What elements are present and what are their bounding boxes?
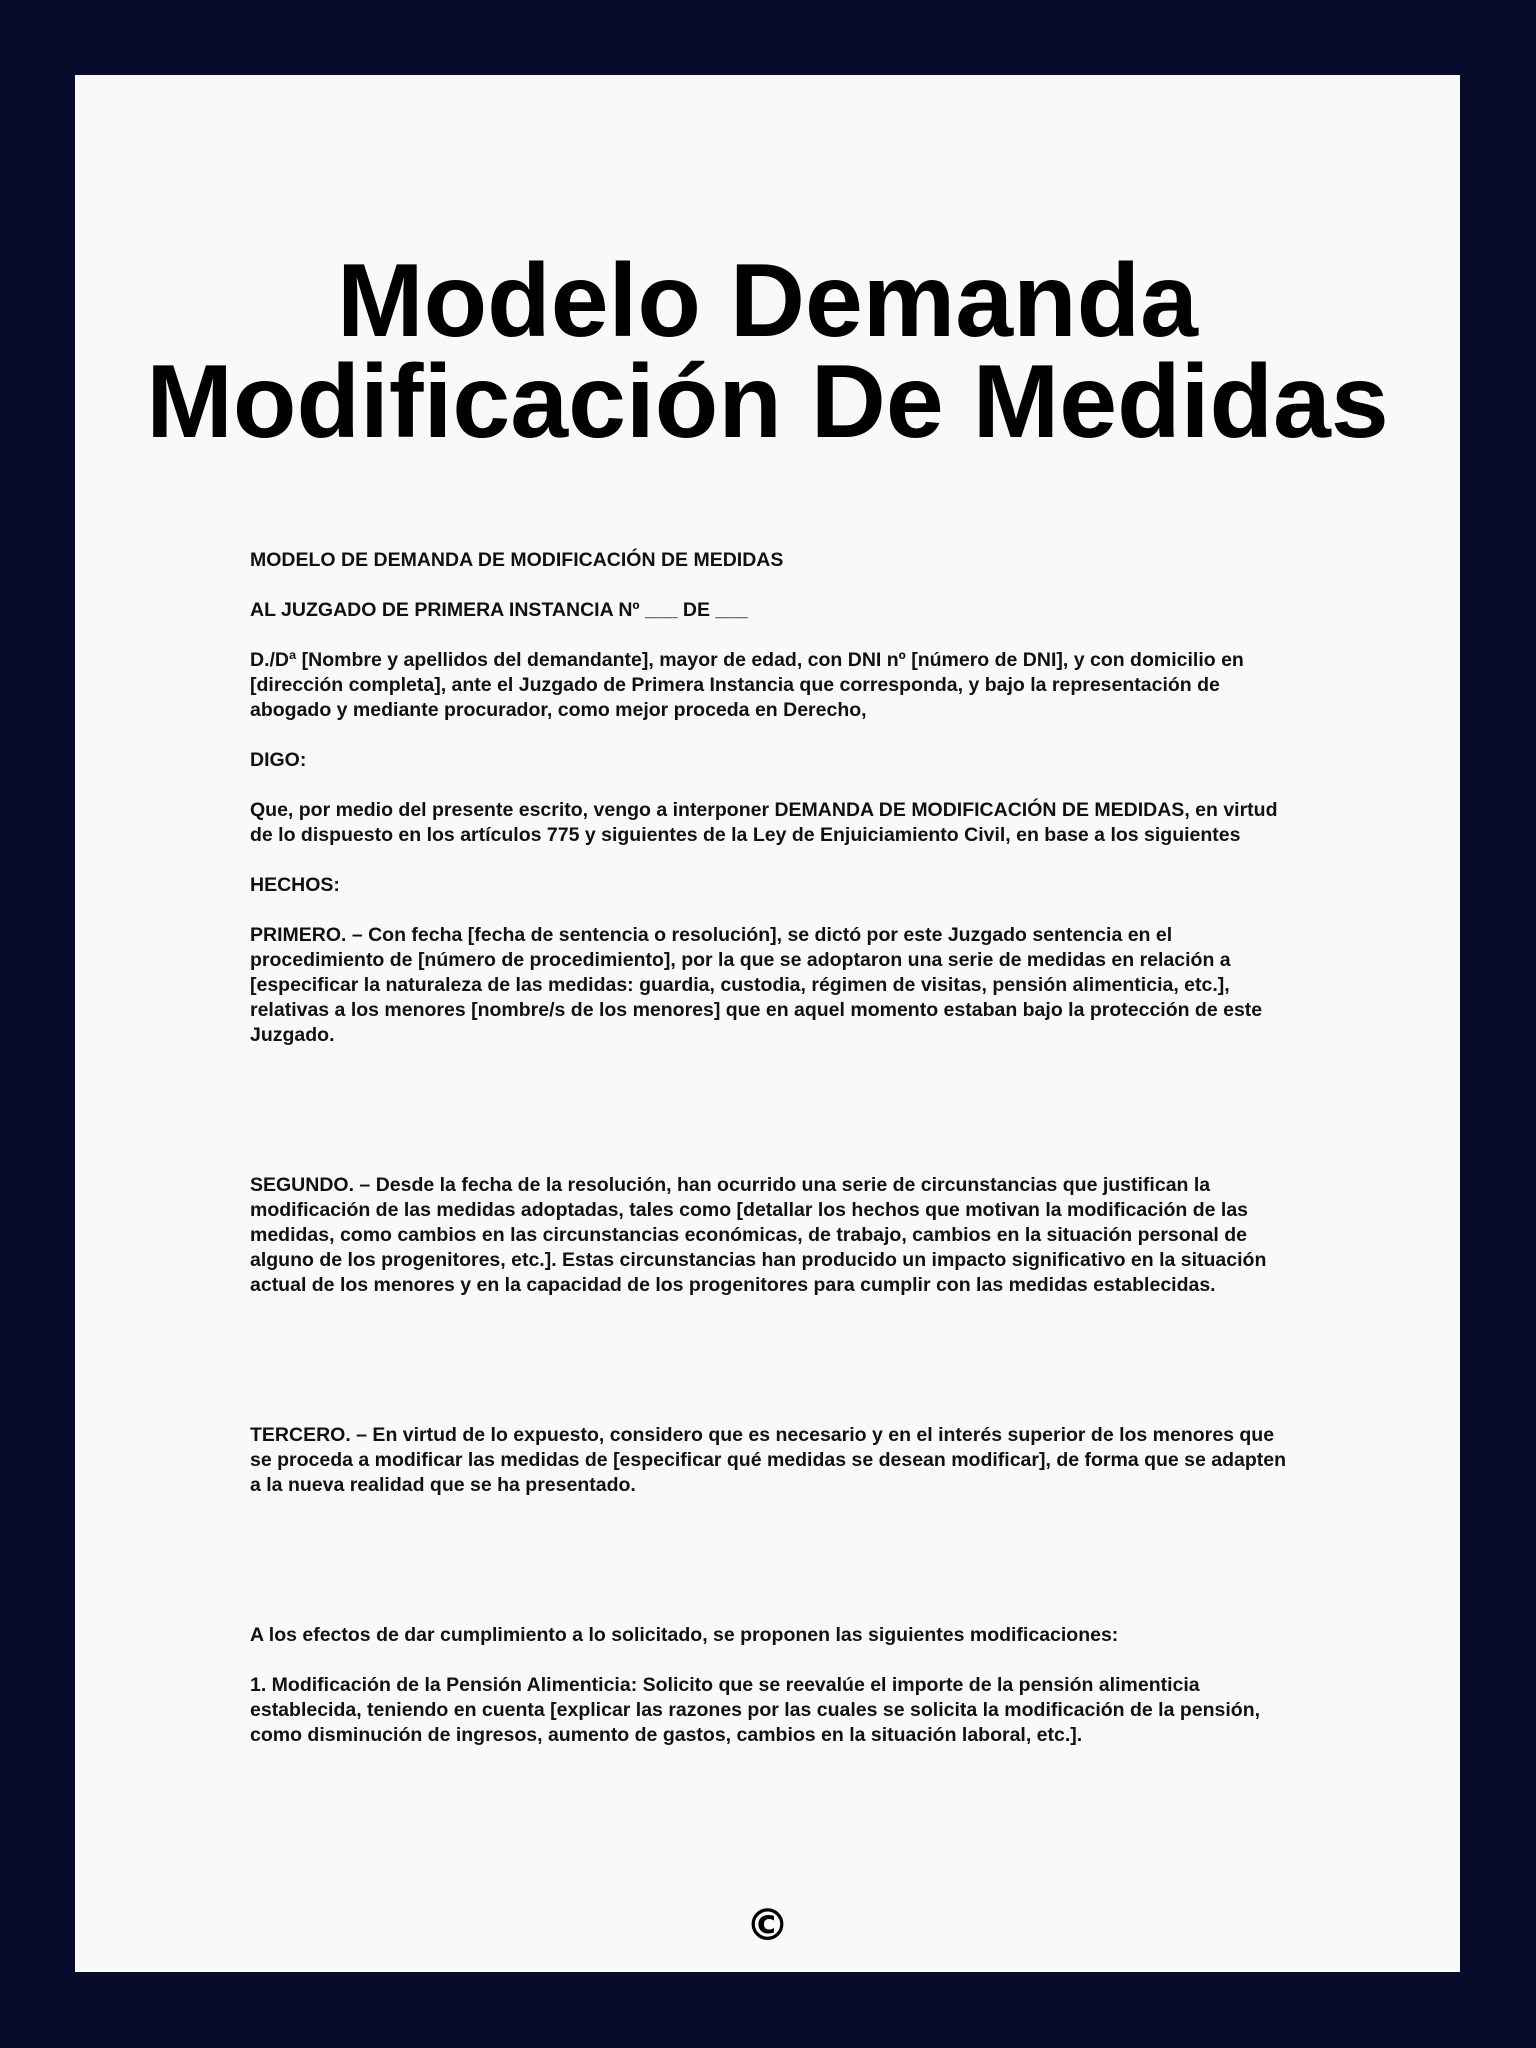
- efectos-paragraph: A los efectos de dar cumplimiento a lo solicitado, se proponen las siguientes modificaciones:: [250, 1624, 1119, 1646]
- document-page: [75, 75, 1460, 1972]
- primero-paragraph: PRIMERO. – Con fecha [fecha de sentencia o resolución], se dictó por este Juzgado sentencia en el procedimiento de [número de procedimiento], por la que se adoptaron una serie de medidas en relación a [especificar la naturaleza de las medidas: guardia, custodia, régimen de visitas, pensión alimenticia, etc.], relativas a los menores [nombre/s de los menores] que en aquel momento estaban bajo la protección de este Juzgado.: [250, 924, 1263, 1046]
- document-body: [250, 548, 1295, 1748]
- tercero-paragraph: TERCERO. – En virtud de lo expuesto, considero que es necesario y en el interés superior de los menores que se proceda a modificar las medidas de [especificar qué medidas se desean modificar], de forma que se adapten a la nueva realidad que se ha presentado.: [250, 1424, 1287, 1496]
- hechos-heading: HECHOS:: [250, 874, 340, 896]
- document-heading: MODELO DE DEMANDA DE MODIFICACIÓN DE MEDIDAS: [250, 549, 784, 571]
- title-line-2: Modificación De Medidas: [146, 344, 1389, 460]
- court-line: AL JUZGADO DE PRIMERA INSTANCIA Nº ___ DE ___: [250, 599, 748, 621]
- que-paragraph: Que, por medio del presente escrito, vengo a interponer DEMANDA DE MODIFICACIÓN DE MEDIDAS, en virtud de lo dispuesto en los artículos 775 y siguientes de la Ley de Enjuiciamiento Civil, en base a los siguientes: [250, 799, 1278, 846]
- segundo-paragraph: SEGUNDO. – Desde la fecha de la resolución, han ocurrido una serie de circunstancias que justifican la modificación de las medidas adoptadas, tales como [detallar los hechos que motivan la modificación de las medidas, como cambios en las circunstancias económicas, de trabajo, cambios en la situación personal de alguno de los progenitores, etc.]. Estas circunstancias han producido un impacto significativo en la situación actual de los menores y en la capacidad de los progenitores para cumplir con las medidas establecidas.: [250, 1174, 1267, 1296]
- copyright-icon: ©: [745, 1900, 790, 1951]
- page-title: [75, 243, 1460, 460]
- digo-heading: DIGO:: [250, 749, 307, 771]
- title-line-1: Modelo Demanda: [337, 243, 1198, 359]
- punto-1-paragraph: 1. Modificación de la Pensión Alimenticia: Solicito que se reevalúe el importe de la pensión alimenticia establecida, teniendo en cuenta [explicar las razones por las cuales se solicita la modificación de la pensión, como disminución de ingresos, aumento de gastos, cambios en la situación laboral, etc.].: [250, 1674, 1261, 1746]
- intro-paragraph: D./Dª [Nombre y apellidos del demandante], mayor de edad, con DNI nº [número de DNI], y con domicilio en [dirección completa], ante el Juzgado de Primera Instancia que corresponda, y bajo la representación de abogado y mediante procurador, como mejor proceda en Derecho,: [250, 649, 1244, 721]
